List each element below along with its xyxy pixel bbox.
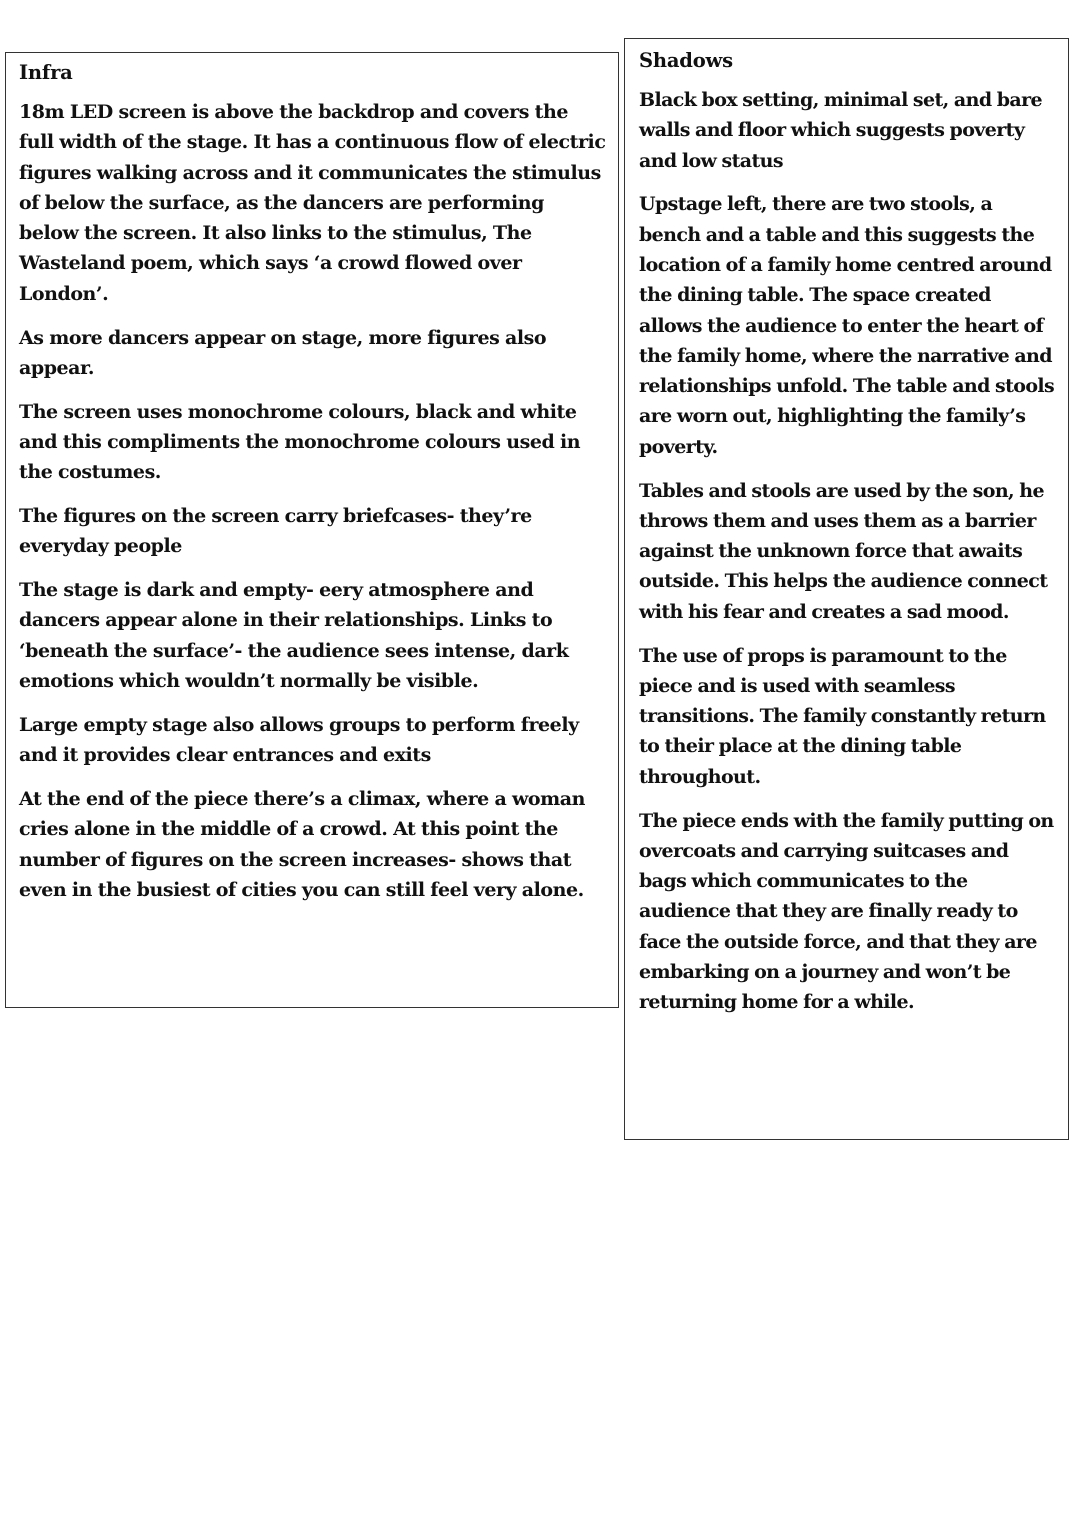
infra-title: Infra — [19, 61, 73, 84]
infra-paragraph-climax: At the end of the piece there’s a climax, where a woman cries alone in the middle of a crowd. At this point the number of figures on the screen increases- shows that even in the busiest of cities you can still feel very alone. — [19, 787, 586, 901]
infra-paragraph-empty-stage: Large empty stage also allows groups to perform freely and it provides clear entrances and exits — [19, 713, 579, 767]
shadows-paragraph-son-barrier: Tables and stools are used by the son, he throws them and uses them as a barrier against the unknown force that awaits outside. This helps the audience connect with his fear and creates a sad mood. — [639, 479, 1048, 623]
shadows-paragraph-ending: The piece ends with the family putting on overcoats and carrying suitcases and bags which communicates to the audience that they are finally ready to face the outside force, and that they are embarking on a journey and won’t be returning home for a while. — [639, 809, 1054, 1014]
shadows-paragraph-upstage-left: Upstage left, there are two stools, a bench and a table and this suggests the location of a family home centred around the dining table. The space created allows the audience to enter the heart of the family home, where the narrative and relationships unfold. The table and stools are worn out, highlighting the family’s poverty. — [639, 193, 1055, 458]
infra-paragraph-monochrome: The screen uses monochrome colours, black and white and this compliments the monochrome colours used in the costumes. — [19, 400, 581, 484]
shadows-title: Shadows — [639, 49, 733, 72]
shadows-notes-panel — [624, 38, 1069, 1140]
shadows-paragraph-black-box: Black box setting, minimal set, and bare walls and floor which suggests poverty and low status — [639, 89, 1043, 172]
shadows-paragraph-props: The use of props is paramount to the piece and is used with seamless transitions. The family constantly return to their place at the dining table throughout. — [639, 644, 1046, 788]
infra-notes-panel — [5, 52, 619, 1008]
infra-paragraph-dark-stage: The stage is dark and empty- eery atmosphere and dancers appear alone in their relationships. Links to ‘beneath the surface’- the audience sees intense, dark emotions which wouldn’t normally be visible. — [19, 579, 569, 693]
infra-paragraph-more-dancers: As more dancers appear on stage, more figures also appear. — [19, 326, 547, 379]
infra-paragraph-led-screen: 18m LED screen is above the backdrop and covers the full width of the stage. It has a continuous flow of electric figures walking across and it communicates the stimulus of below the surface, as the dancers are performing below the screen. It also links to the stimulus, The Wasteland poem, which says ‘a crowd flowed over London’. — [19, 101, 606, 305]
infra-paragraph-briefcases: The figures on the screen carry briefcases- they’re everyday people — [19, 505, 532, 558]
